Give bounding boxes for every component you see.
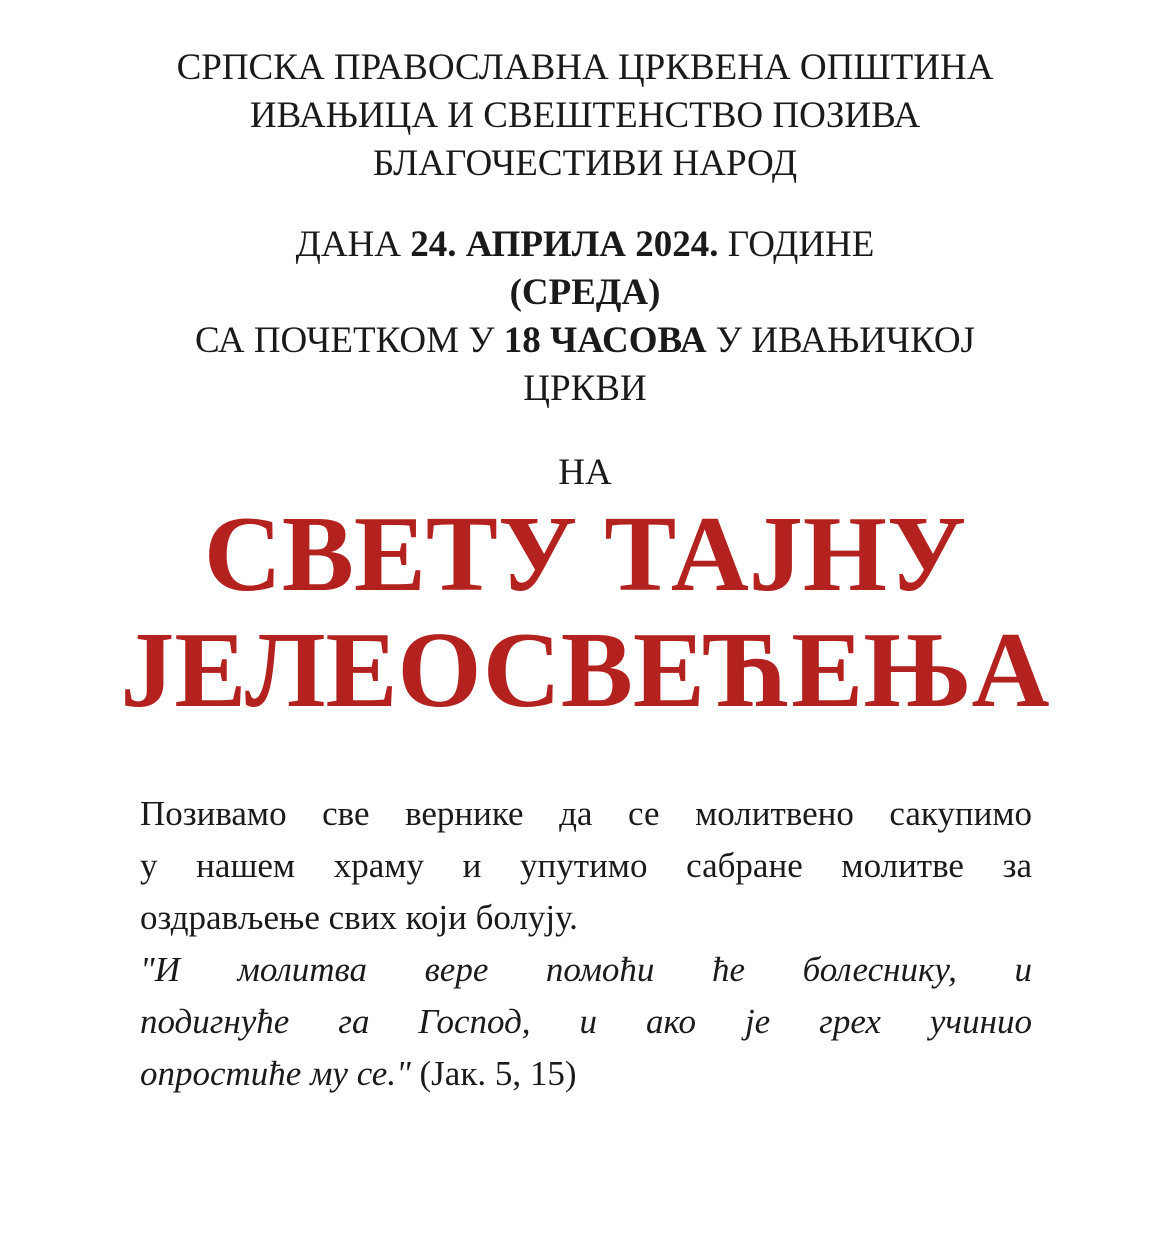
date-suffix: ГОДИНЕ [718,224,875,265]
body-line-1: Позивамо све вернике да се молитвено сакупимо [140,794,1032,833]
time-prefix: СА ПОЧЕТКОМ У [195,320,504,361]
body-line-2: у нашем храму и упутимо сабране молитве за [140,846,1032,885]
place-line: ЦРКВИ [523,368,647,409]
body-text [140,788,1032,1100]
quote-end: опростиће му се." [140,1054,411,1093]
header-line-1: СРПСКА ПРАВОСЛАВНА ЦРКВЕНА ОПШТИНА [176,47,994,88]
quote-line-2: подигнуће га Господ, и ако је грех учинио [140,1002,1032,1041]
quote-line-3 [140,1048,1032,1100]
quote-line-1: "И молитва вере помоћи ће болеснику, и [140,950,1032,989]
na-block [80,449,1090,497]
header-line-2: ИВАЊИЦА И СВЕШТЕНСТВО ПОЗИВА [249,95,921,136]
weekday: (СРЕДА) [509,272,661,313]
title-line-2: ЈЕЛЕОСВЕЋЕЊА [120,611,1050,730]
citation: (Јак. 5, 15) [410,1054,577,1093]
time-line [80,317,1090,365]
body-line-3: оздрављење свих који болују. [140,898,578,937]
date-line [80,221,1090,269]
title-line-1: СВЕТУ ТАЈНУ [203,495,967,614]
date-prefix: ДАНА [295,224,411,265]
header-block [80,44,1090,188]
header-line-3: БЛАГОЧЕСТИВИ НАРОД [372,143,798,184]
event-time: 18 ЧАСОВА [503,320,707,361]
event-date: 24. АПРИЛА 2024. [410,224,719,265]
na-word: НА [558,452,612,493]
time-suffix: У ИВАЊИЧКОЈ [706,320,975,361]
date-block [80,221,1090,413]
